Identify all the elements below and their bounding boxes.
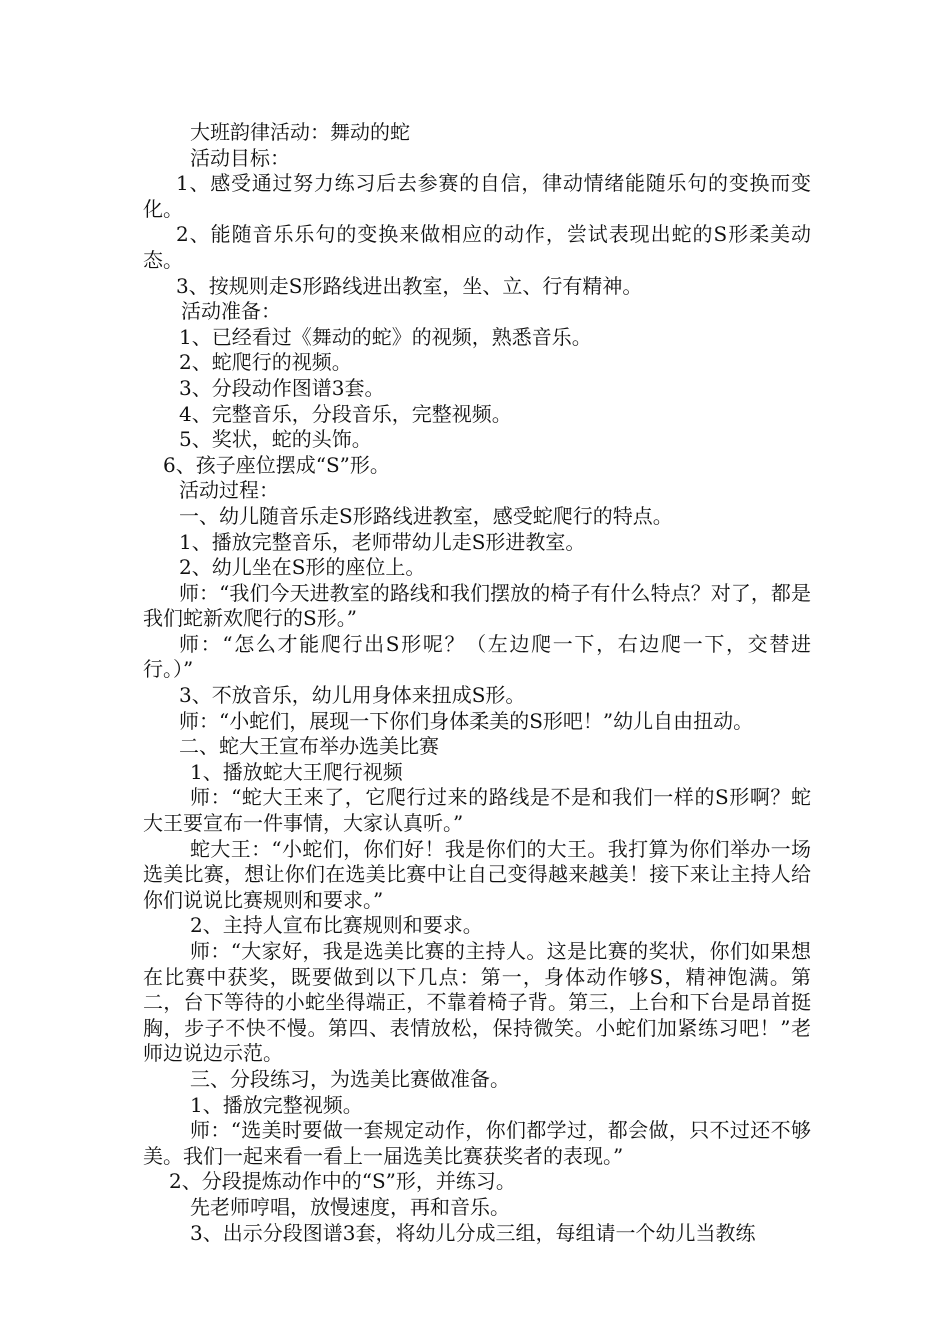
- paragraph: 3、按规则走S形路线进出教室，坐、立、行有精神。: [176, 273, 643, 298]
- paragraph: 师：“小蛇们，展现一下你们身体柔美的S形吧！”幼儿自由扭动。: [179, 708, 754, 733]
- paragraph: 1、播放完整视频。: [190, 1092, 363, 1117]
- paragraph: 1、感受通过努力练习后去参赛的自信，律动情绪能随乐句的变换而变化。: [143, 171, 811, 221]
- document-title: 大班韵律活动：舞动的蛇: [190, 120, 410, 144]
- paragraph: 3、出示分段图谱3套，将幼儿分成三组，每组请一个幼儿当教练: [190, 1220, 756, 1245]
- paragraph: 2、幼儿坐在S形的座位上。: [179, 555, 426, 580]
- paragraph: 1、播放完整音乐，老师带幼儿走S形进教室。: [179, 529, 586, 554]
- paragraph: 6、孩子座位摆成“S”形。: [163, 452, 390, 477]
- paragraph: 1、播放蛇大王爬行视频: [190, 759, 403, 784]
- paragraph: 2、蛇爬行的视频。: [179, 350, 352, 375]
- paragraph: 蛇大王：“小蛇们，你们好！我是你们的大王。我打算为你们举办一场选美比赛，想让你们在选美比赛中让自己变得越来越美！接下来让主持人给你们说说比赛规则和要求。”: [143, 836, 811, 912]
- paragraph: 2、主持人宣布比赛规则和要求。: [190, 913, 483, 938]
- section-heading-goals: 活动目标：: [190, 145, 290, 170]
- paragraph: 师：“我们今天进教室的路线和我们摆放的椅子有什么特点？对了，都是我们蛇新欢爬行的S形。”: [143, 580, 811, 631]
- paragraph: 师：“蛇大王来了，它爬行过来的路线是不是和我们一样的S形啊？蛇大王要宣布一件事情，大家认真听。”: [143, 785, 811, 836]
- paragraph: 5、奖状，蛇的头饰。: [179, 427, 372, 452]
- paragraph: 4、完整音乐，分段音乐，完整视频。: [179, 401, 512, 426]
- paragraph: 2、分段提炼动作中的“S”形，并练习。: [169, 1169, 516, 1194]
- paragraph: 二、蛇大王宣布举办选美比赛: [179, 734, 439, 759]
- section-heading-preparation: 活动准备：: [181, 299, 281, 324]
- paragraph: 3、分段动作图谱3套。: [179, 375, 385, 400]
- paragraph: 2、能随音乐乐句的变换来做相应的动作，尝试表现出蛇的S形柔美动态。: [143, 222, 811, 272]
- paragraph: 3、不放音乐，幼儿用身体来扭成S形。: [179, 683, 526, 708]
- section-heading-process: 活动过程：: [179, 478, 279, 503]
- paragraph: 一、幼儿随音乐走S形路线进教室，感受蛇爬行的特点。: [179, 503, 673, 528]
- paragraph: 三、分段练习，为选美比赛做准备。: [190, 1066, 510, 1091]
- paragraph: 先老师哼唱，放慢速度，再和音乐。: [190, 1194, 510, 1219]
- paragraph: 师：“大家好，我是选美比赛的主持人。这是比赛的奖状，你们如果想在比赛中获奖，既要做到以下几点：第一，身体动作够S，精神饱满。第二，台下等待的小蛇坐得端正，不靠着椅子背。第三，上台和下台是昂首挺胸，步子不快不慢。第四、表情放松，保持微笑。小蛇们加紧练习吧！”老师边说边示范。: [143, 939, 811, 1066]
- document-body: [143, 120, 811, 1246]
- paragraph: 师：“怎么才能爬行出S形呢？（左边爬一下，右边爬一下，交替进行。）”: [143, 631, 811, 682]
- paragraph: 1、已经看过《舞动的蛇》的视频，熟悉音乐。: [179, 324, 592, 349]
- paragraph: 师：“选美时要做一套规定动作，你们都学过，都会做，只不过还不够美。我们一起来看一看上一届选美比赛获奖者的表现。”: [143, 1118, 811, 1168]
